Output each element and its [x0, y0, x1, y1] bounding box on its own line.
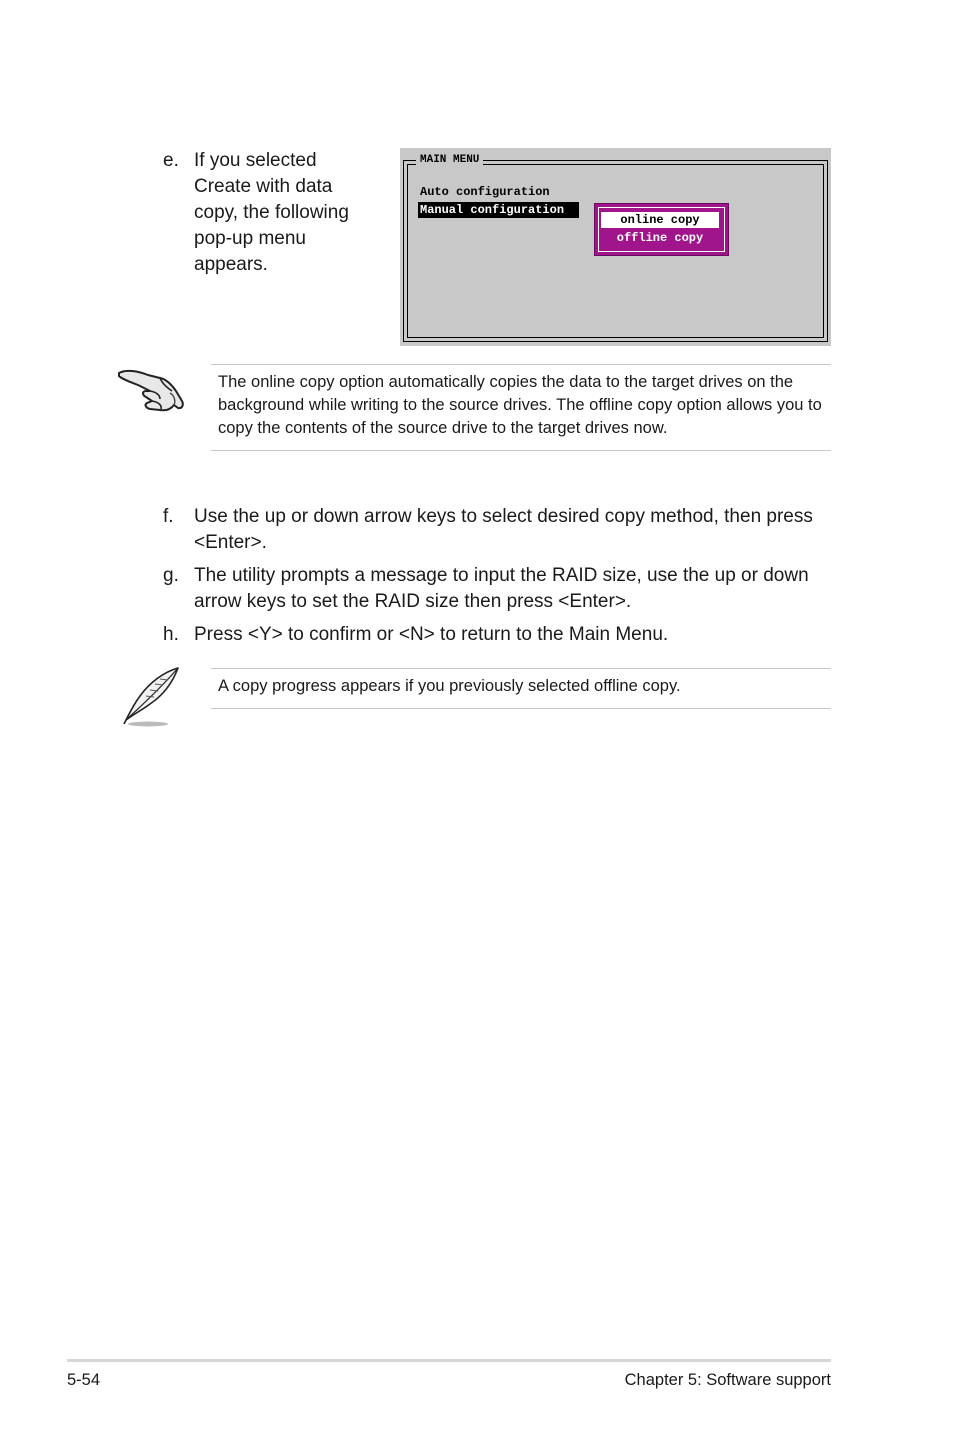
step-g — [163, 563, 835, 615]
bios-main-menu-screen — [400, 148, 831, 346]
copy-method-popup — [594, 203, 729, 256]
note-copy-progress — [211, 668, 831, 709]
footer-divider — [67, 1359, 831, 1362]
step-letter: e. — [163, 150, 179, 171]
step-text: Use the up or down arrow keys to select desired copy method, then press <Enter>. — [194, 506, 813, 553]
step-letter: f. — [163, 506, 174, 527]
step-h — [163, 622, 835, 648]
popup-option-online-copy[interactable]: online copy — [601, 212, 719, 228]
step-letter: g. — [163, 565, 179, 586]
step-text: Press <Y> to confirm or <N> to return to the Main Menu. — [194, 624, 669, 645]
page-number: 5-54 — [67, 1371, 101, 1389]
popup-option-offline-copy[interactable]: offline copy — [616, 231, 704, 245]
step-f — [163, 504, 835, 556]
menu-item-manual-configuration[interactable]: Manual configuration — [418, 202, 579, 218]
menu-item-auto-configuration[interactable]: Auto configuration — [420, 185, 550, 199]
step-letter: h. — [163, 624, 179, 645]
note-online-offline-copy — [211, 364, 831, 451]
quill-pen-icon — [120, 666, 182, 728]
pointing-hand-icon — [116, 361, 188, 417]
step-e — [163, 148, 378, 278]
note-text: A copy progress appears if you previously selected offline copy. — [218, 677, 681, 695]
chapter-title: Chapter 5: Software support — [624, 1371, 831, 1389]
bios-menu-title: MAIN MENU — [416, 153, 483, 167]
note-text: The online copy option automatically copies the data to the target drives on the background while writing to the source drives. The offline copy option allows you to copy the contents of the source drive to the target drives now. — [218, 373, 822, 437]
step-text: The utility prompts a message to input the RAID size, use the up or down arrow keys to set the RAID size then press <Enter>. — [194, 565, 809, 612]
step-text: If you selected Create with data copy, the following pop-up menu appears. — [194, 150, 349, 275]
